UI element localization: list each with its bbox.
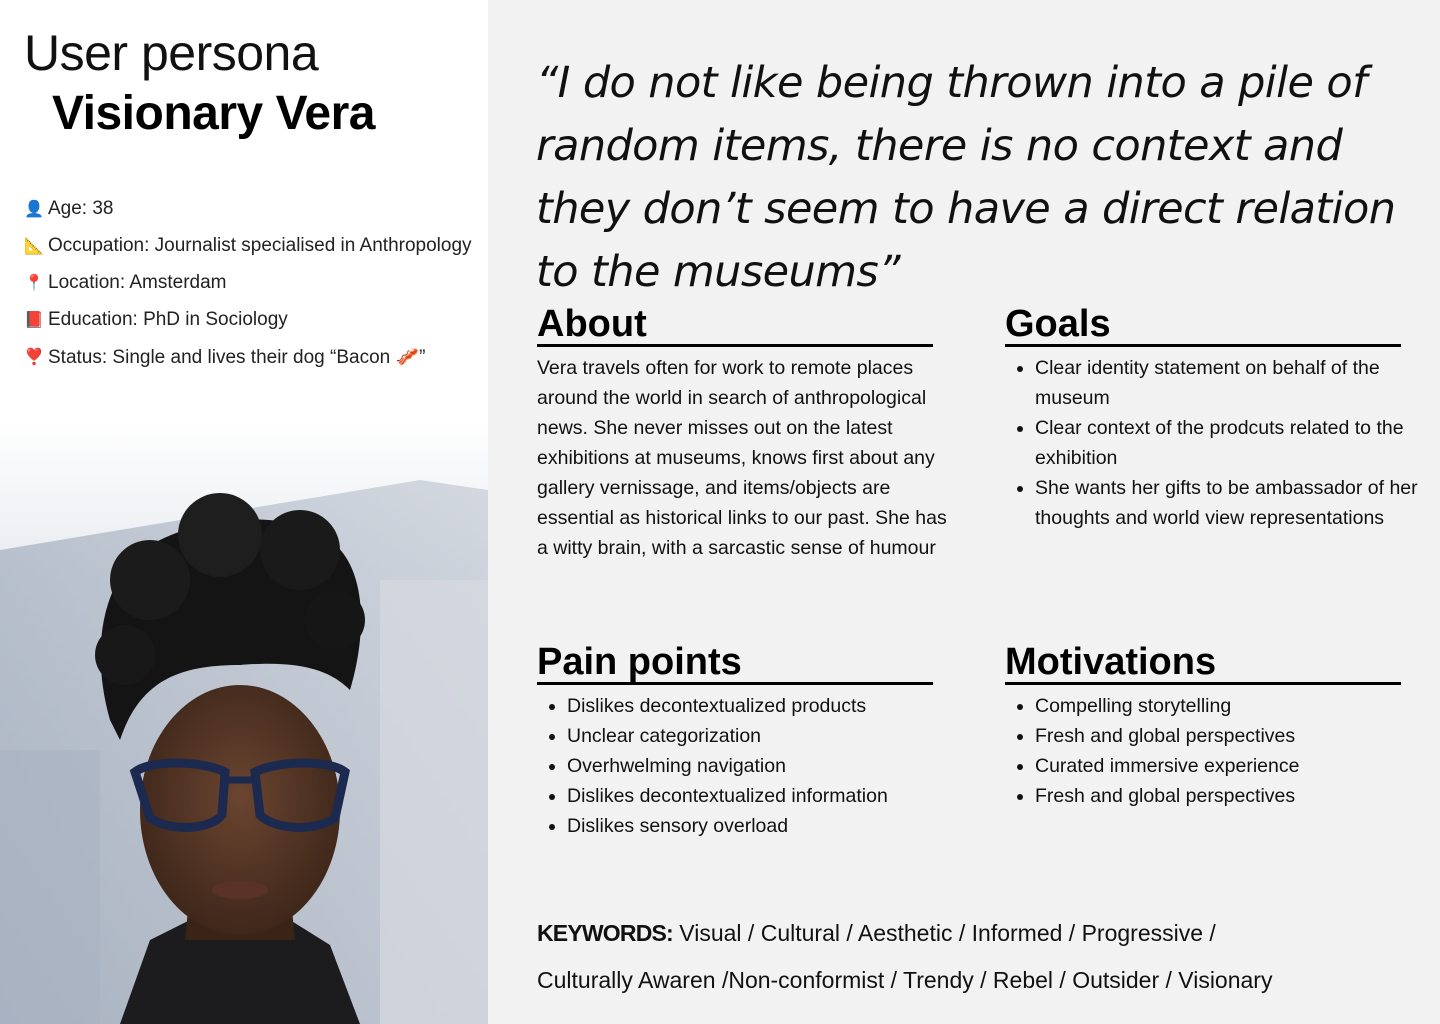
motivations-section [1005, 642, 1401, 811]
keywords-block [537, 910, 1417, 1004]
fact-text: Education: PhD in Sociology [48, 308, 288, 330]
persona-quote: “I do not like being thrown into a pile of random items, there is no context and they don’t seem to have a direct relation to the museums” [536, 58, 1396, 297]
list-item: • Dislikes decontextualized information [567, 781, 933, 811]
keywords-line-2: Culturally Awaren /Non-conformist / Trendy / Rebel / Outsider / Visionary [537, 967, 1273, 993]
keywords-text-1: Visual / Cultural / Aesthetic / Informed / Progressive / [672, 920, 1216, 946]
list-item: • Overhwelming navigation [567, 751, 933, 781]
list-item: • Unclear categorization [567, 721, 933, 751]
goals-heading: Goals [1005, 304, 1401, 347]
goals-list [1005, 353, 1440, 533]
pin-icon: 📍 [24, 274, 44, 292]
heart-exclamation-icon: ❣️ [24, 348, 44, 366]
book-icon: 📕 [24, 311, 44, 329]
fact-text: Age: 38 [48, 197, 114, 219]
motivations-list [1005, 691, 1401, 811]
triangle-ruler-icon: 📐 [24, 237, 44, 255]
persona-photo [0, 420, 488, 1024]
about-section [537, 304, 951, 563]
persona-facts-list [24, 190, 472, 375]
list-item: • Clear identity statement on behalf of the museum [1035, 353, 1440, 413]
motivations-heading: Motivations [1005, 642, 1401, 685]
fact-text: Occupation: Journalist specialised in Anthropology [48, 234, 472, 256]
fact-occupation [24, 227, 472, 264]
list-item: • Dislikes sensory overload [567, 811, 933, 841]
persona-name: Visionary Vera [52, 87, 375, 140]
pain-points-section [537, 642, 933, 841]
keywords-line-1 [537, 910, 1417, 957]
fact-text: Location: Amsterdam [48, 271, 227, 293]
persona-kicker: User persona [24, 25, 319, 81]
fact-status [24, 338, 472, 375]
list-item: • She wants her gifts to be ambassador of her thoughts and world view representations [1035, 473, 1440, 533]
list-item: • Clear context of the prodcuts related to the exhibition [1035, 413, 1440, 473]
fact-text: Status: Single and lives their dog “Bacon 🥓” [48, 346, 426, 368]
about-heading: About [537, 304, 933, 347]
list-item: • Curated immersive experience [1035, 751, 1401, 781]
keywords-label: KEYWORDS: [537, 920, 673, 946]
pain-points-heading: Pain points [537, 642, 933, 685]
list-item: • Dislikes decontextualized products [567, 691, 933, 721]
fact-education [24, 301, 472, 338]
goals-section [1005, 304, 1440, 533]
list-item: • Compelling storytelling [1035, 691, 1401, 721]
fact-age [24, 190, 472, 227]
person-icon: 👤 [24, 200, 44, 218]
persona-profile-panel [0, 0, 488, 1024]
list-item: • Fresh and global perspectives [1035, 781, 1401, 811]
pain-points-list [537, 691, 933, 841]
about-text: Vera travels often for work to remote places around the world in search of anthropological news. She never misses out on the latest exhibitions at museums, knows first about any gallery vernissage, and items/objects are essential as historical links to our past. She has a witty brain, with a sarcastic sense of humour [537, 357, 947, 559]
fact-location [24, 264, 472, 301]
list-item: • Fresh and global perspectives [1035, 721, 1401, 751]
